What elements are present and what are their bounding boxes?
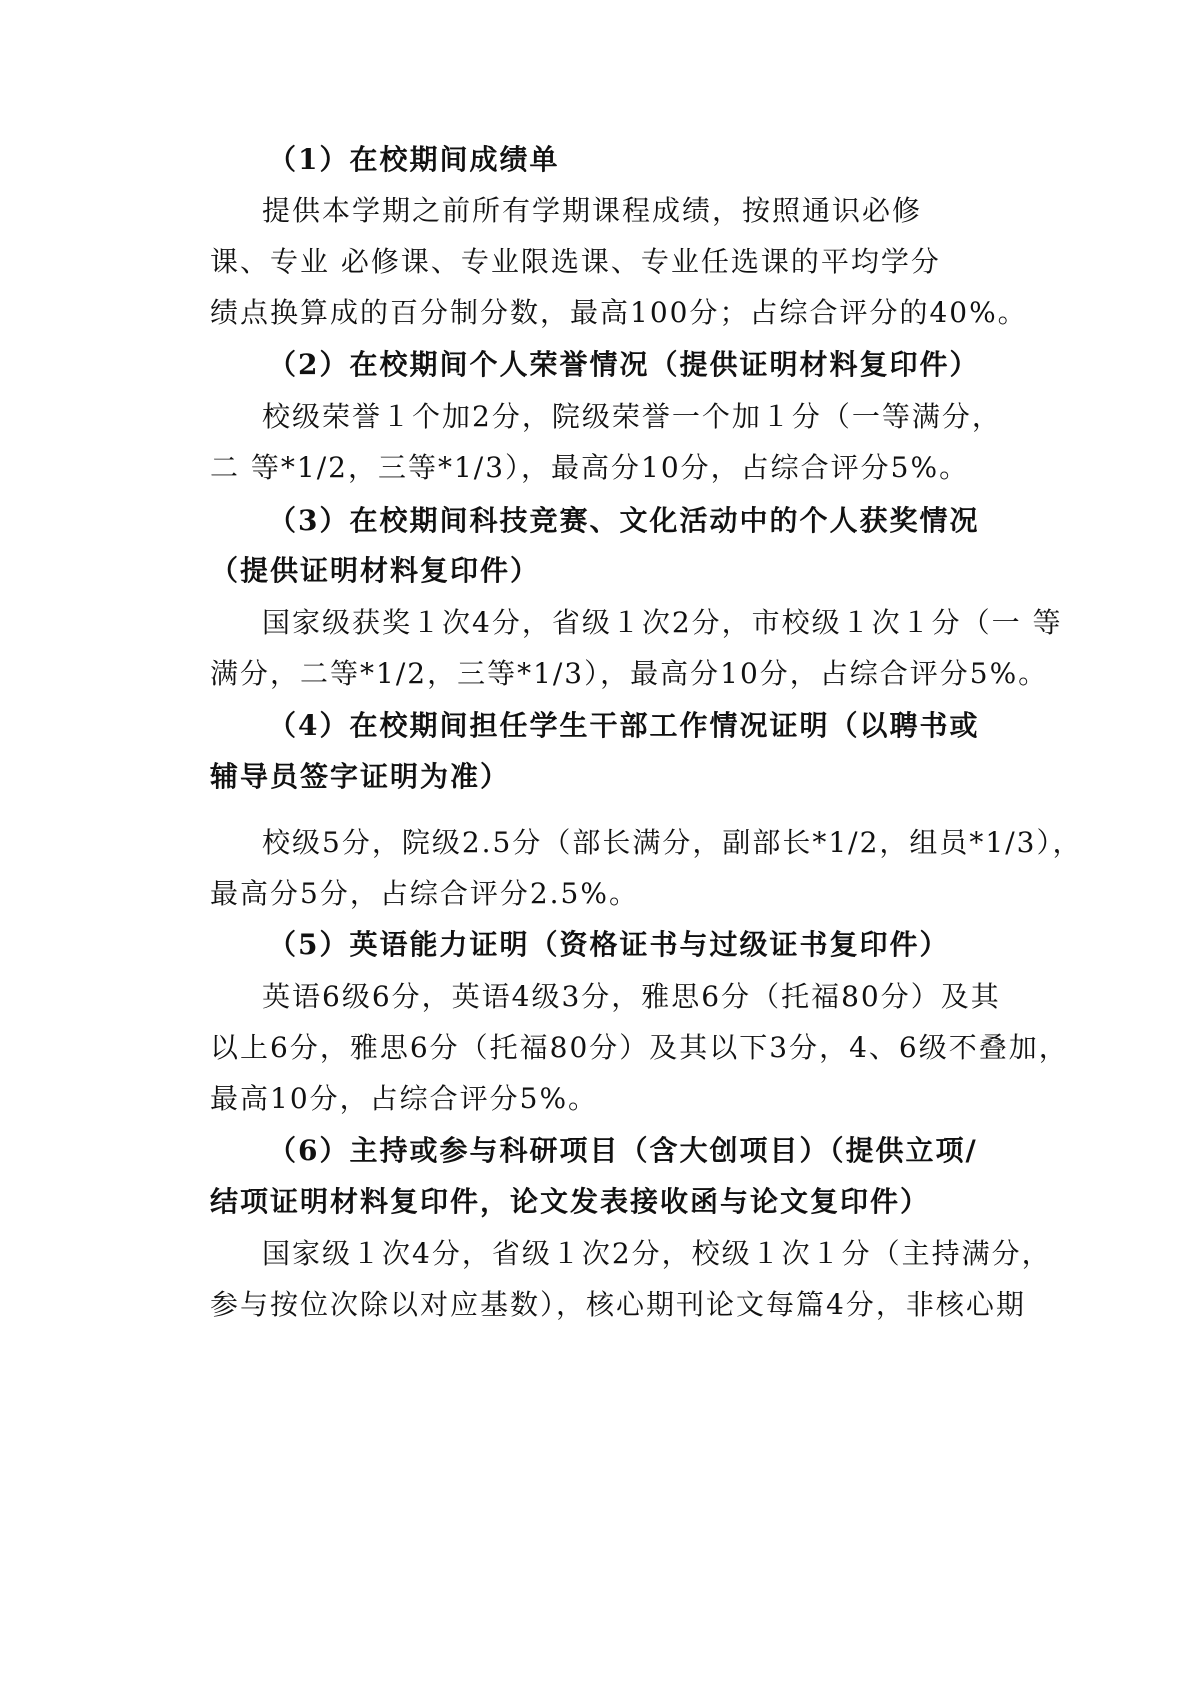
section-3-body-line-2: 满分，二等*1/2，三等*1/3），最高分10分，占综合评分5%。: [210, 657, 1049, 690]
section-2-heading: （2）在校期间个人荣誉情况（提供证明材料复印件）: [268, 348, 980, 381]
section-5-body-line-2: 以上6分，雅思6分（托福80分）及其以下3分，4、6级不叠加，: [210, 1031, 1069, 1064]
section-1-body-line-1: 提供本学期之前所有学期课程成绩，按照通识必修: [262, 194, 923, 227]
section-1-body-line-3: 绩点换算成的百分制分数，最高100分；占综合评分的40%。: [210, 296, 1028, 329]
section-1-body-line-2: 课、专业 必修课、专业限选课、专业任选课的平均学分: [210, 245, 941, 278]
section-2-body-line-1: 校级荣誉１个加2分，院级荣誉一个加１分（一等满分，: [262, 400, 1002, 433]
section-5-body-line-1: 英语6级6分，英语4级3分，雅思6分（托福80分）及其: [262, 980, 1001, 1013]
section-6-body-line-1: 国家级１次4分，省级１次2分，校级１次１分（主持满分，: [262, 1237, 1052, 1270]
section-6-heading-line-1: （6）主持或参与科研项目（含大创项目）（提供立项/: [268, 1134, 978, 1167]
section-2-body-line-2: 二 等*1/2，三等*1/3），最高分10分，占综合评分5%。: [210, 451, 970, 484]
section-4-body-line-1: 校级5分，院级2.5分（部长满分，副部长*1/2，组员*1/3），: [262, 826, 1083, 859]
section-6-heading-line-2: 结项证明材料复印件，论文发表接收函与论文复印件）: [210, 1185, 931, 1218]
section-6-body-line-2: 参与按位次除以对应基数），核心期刊论文每篇4分，非核心期: [210, 1288, 1026, 1321]
section-5-body-line-3: 最高10分，占综合评分5%。: [210, 1082, 599, 1115]
section-3-heading-line-2: （提供证明材料复印件）: [210, 554, 541, 587]
section-4-body-line-2: 最高分5分，占综合评分2.5%。: [210, 877, 639, 910]
section-4-heading-line-2: 辅导员签字证明为准）: [210, 760, 511, 793]
section-3-heading-line-1: （3）在校期间科技竞赛、文化活动中的个人获奖情况: [268, 504, 980, 537]
section-5-heading: （5）英语能力证明（资格证书与过级证书复印件）: [268, 928, 950, 961]
section-1-heading: （1）在校期间成绩单: [268, 143, 560, 176]
section-4-heading-line-1: （4）在校期间担任学生干部工作情况证明（以聘书或: [268, 709, 980, 742]
section-3-body-line-1: 国家级获奖１次4分，省级１次2分，市校级１次１分（一 等: [262, 606, 1063, 639]
